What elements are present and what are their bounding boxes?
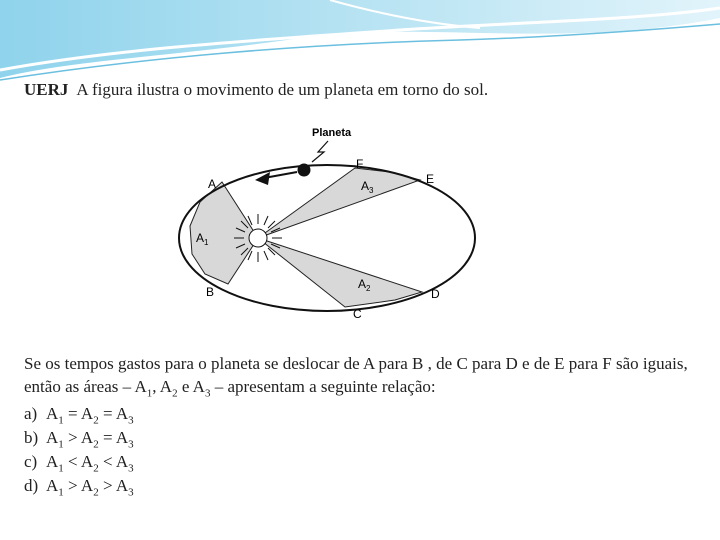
kepler-orbit-diagram	[160, 120, 500, 330]
option-d[interactable]: d) $A_1 > A_2 > A_3$	[24, 476, 134, 499]
area-a2-sector	[258, 238, 422, 307]
point-label-c: C	[353, 307, 362, 321]
point-label-f: F	[356, 157, 364, 171]
planet-pointer-icon	[312, 141, 328, 162]
source-label: UERJ	[24, 80, 69, 99]
point-label-d: D	[431, 287, 440, 301]
point-label-a: A	[208, 177, 217, 191]
header-wave-decoration	[0, 0, 720, 90]
statement-text: A figura ilustra o movimento de um planeta em torno do sol.	[76, 80, 489, 99]
area-a3-sector	[258, 168, 420, 238]
option-c[interactable]: c) $A_1 < A_2 < A_3$	[24, 452, 134, 475]
planet-icon	[298, 164, 311, 177]
option-b[interactable]: b) $A_1 > A_2 = A_3$	[24, 428, 134, 451]
area-label-a3: $A_3$	[361, 179, 374, 195]
question-text: Se os tempos gastos para o planeta se deslocar de A para B , de C para D e de E para F são iguais, então as áreas – $A_1$, $A_2$ e $A_3$ – apresentam a seguinte relação:	[24, 354, 688, 400]
point-label-e: E	[426, 172, 435, 186]
area-label-a2: $A_2$	[358, 277, 371, 293]
planet-label: Planeta	[312, 127, 352, 139]
point-label-b: B	[206, 285, 215, 299]
problem-statement	[24, 80, 488, 100]
area-label-a1: $A_1$	[196, 231, 209, 247]
sun-icon	[249, 229, 267, 247]
answer-options	[24, 402, 134, 498]
option-a[interactable]: a) $A_1 = A_2 = A_3$	[24, 404, 134, 427]
